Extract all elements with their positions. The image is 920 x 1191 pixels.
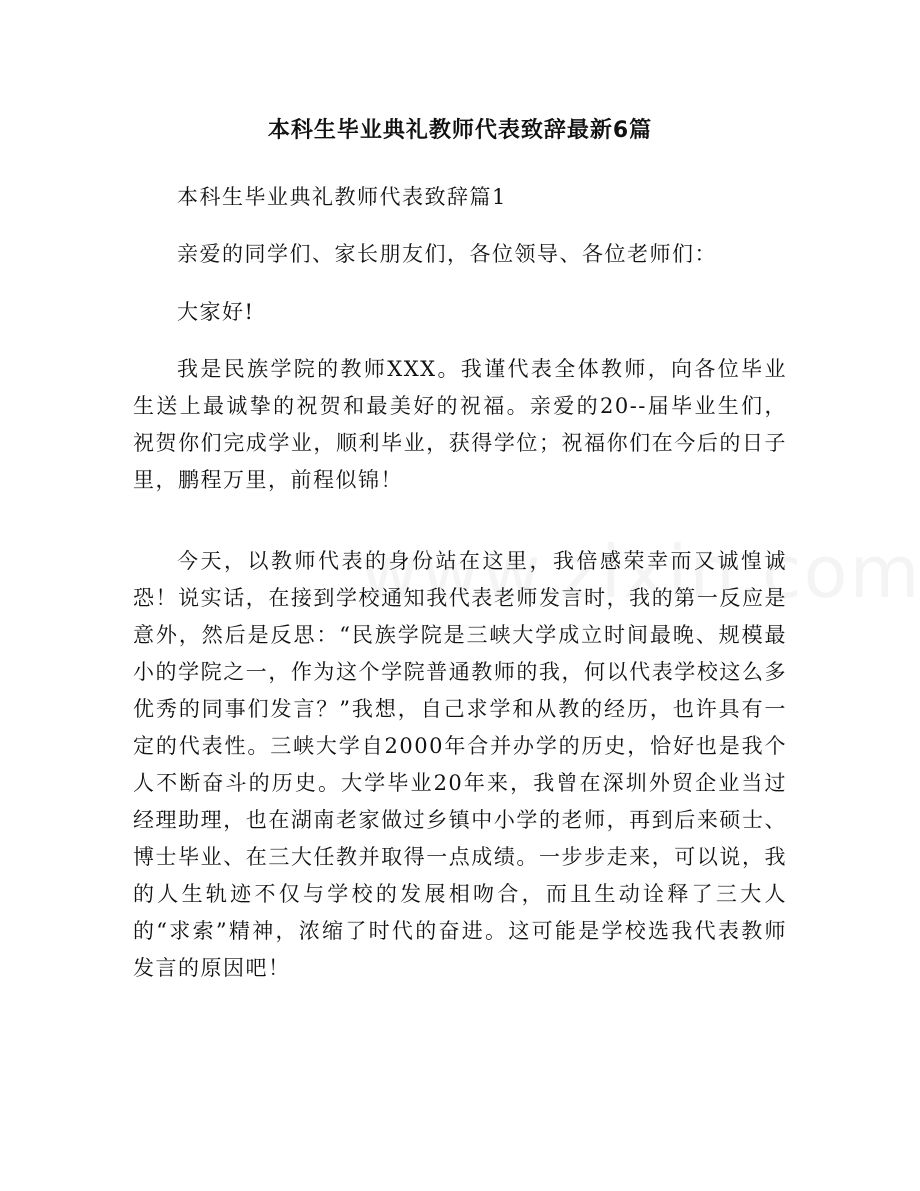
intro-paragraph: 我是民族学院的教师XXX。我谨代表全体教师，向各位毕业生送上最诚挚的祝贺和最美好的祝福。亲爱的20--届毕业生们，祝贺你们完成学业，顺利毕业，获得学位；祝福你们在今后的日子里，鹏程万里，前程似锦！ bbox=[133, 357, 787, 492]
body-paragraph: 今天，以教师代表的身份站在这里，我倍感荣幸而又诚惶诚恐！说实话，在接到学校通知我代表老师发言时，我的第一反应是意外，然后是反思：“民族学院是三峡大学成立时间最晚、规模最小的学院之一，作为这个学院普通教师的我，何以代表学校这么多优秀的同事们发言？”我想，自己求学和从教的经历，也许具有一定的代表性。三峡大学自2000年合并办学的历史，恰好也是我个人不断奋斗的历史。大学毕业20年来，我曾在深圳外贸企业当过经理助理，也在湖南老家做过乡镇中小学的老师，再到后来硕士、博士毕业、在三大任教并取得一点成绩。一步步走来，可以说，我的人生轨迹不仅与学校的发展相吻合，而且生动诠释了三大人的“求索”精神，浓缩了时代的奋进。这可能是学校选我代表教师发言的原因吧！ bbox=[133, 549, 787, 980]
section-subtitle: 本科生毕业典礼教师代表致辞篇1 bbox=[177, 185, 507, 209]
hello-paragraph: 大家好! bbox=[177, 300, 255, 324]
greeting-paragraph: 亲爱的同学们、家长朋友们，各位领导、各位老师们： bbox=[177, 242, 717, 266]
document-title: 本科生毕业典礼教师代表致辞最新6篇 bbox=[267, 118, 653, 143]
